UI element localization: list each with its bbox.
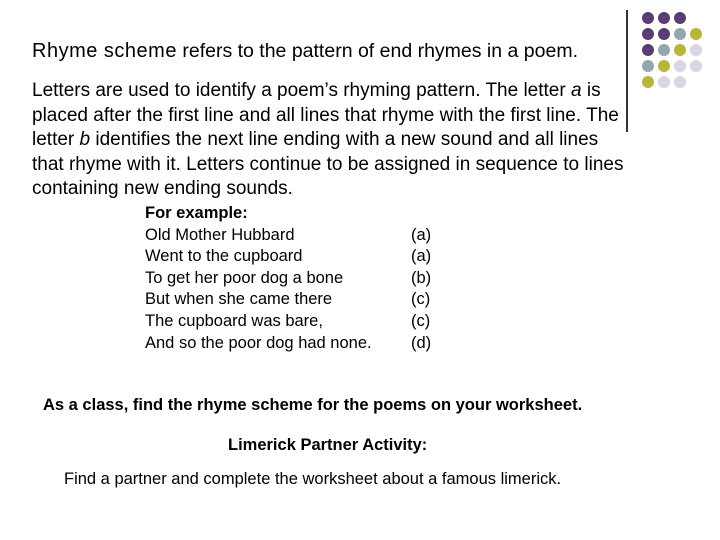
poem-line-text: Old Mother Hubbard [145, 225, 295, 244]
example-line [145, 333, 445, 355]
poem-line-text: To get her poor dog a bone [145, 268, 344, 287]
decorative-dot [674, 44, 686, 56]
example-line [145, 225, 445, 247]
poem-line-text: Went to the cupboard [145, 247, 303, 266]
decorative-dot [690, 28, 702, 40]
poem-line-text: But when she came there [145, 290, 333, 309]
decorative-dot [658, 28, 670, 40]
decorative-dot [642, 28, 654, 40]
paragraph-text: identifies the next line ending with a new sound and all lines that rhyme with it. Letters continue to be assigned in sequence to lines containing new ending sounds. [32, 129, 624, 199]
limerick-activity-text: Find a partner and complete the worksheet about a famous limerick. [64, 470, 562, 488]
rhyme-code: (a) [411, 225, 432, 244]
decorative-dot [642, 44, 654, 56]
decorative-dot [642, 76, 654, 88]
rhyme-code: (a) [411, 247, 432, 266]
rhyme-code: (b) [411, 268, 432, 287]
rhyme-code: (c) [411, 290, 431, 309]
decorative-dot [658, 44, 670, 56]
example-lines [145, 225, 445, 355]
decorative-dot [674, 76, 686, 88]
poem-line-text: The cupboard was bare, [145, 311, 323, 330]
decorative-dot [642, 60, 654, 72]
decorative-dot [674, 12, 686, 24]
example-line [145, 268, 445, 290]
rhyme-letter: b [79, 129, 91, 150]
limerick-activity-title: Limerick Partner Activity: [228, 436, 428, 454]
example-line [145, 246, 445, 268]
decorative-dot [658, 60, 670, 72]
paragraph-text: Letters are used to identify a poem’s rhyming pattern. The letter [32, 80, 571, 101]
page-title [32, 40, 578, 63]
example-block [145, 203, 445, 354]
decorative-dot [674, 60, 686, 72]
decorative-dot [690, 60, 702, 72]
paragraph-text: is placed after the first line and all lines that rhyme with the first line. The letter [32, 80, 619, 150]
term-definition: refers to the pattern of end rhymes in a poem. [176, 40, 578, 62]
explanation-paragraph [32, 79, 632, 202]
decorative-dot [658, 12, 670, 24]
example-line [145, 311, 445, 333]
example-title: For example: [145, 204, 248, 222]
decorative-dot [674, 28, 686, 40]
rhyme-code: (c) [411, 311, 431, 330]
term-rhyme-scheme: Rhyme scheme [32, 40, 177, 62]
poem-line-text: And so the poor dog had none. [145, 333, 372, 352]
rhyme-code: (d) [411, 333, 432, 352]
example-line [145, 289, 445, 311]
class-instruction: As a class, find the rhyme scheme for the poems on your worksheet. [43, 396, 583, 414]
decorative-dot [690, 44, 702, 56]
decorative-dot [642, 12, 654, 24]
decorative-dot [658, 76, 670, 88]
rhyme-letter: a [570, 80, 582, 101]
